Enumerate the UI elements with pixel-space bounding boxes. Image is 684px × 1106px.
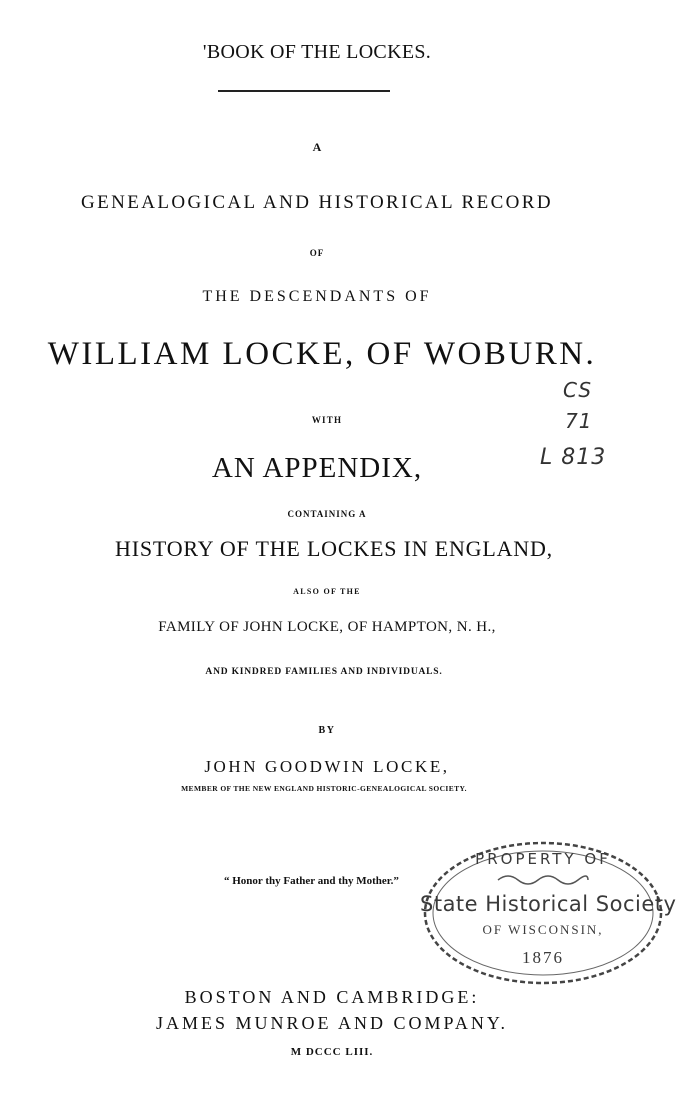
handwritten-note-2: 71 — [565, 409, 593, 433]
publisher-place: BOSTON AND CAMBRIDGE: — [184, 987, 480, 1007]
title-rule — [218, 90, 390, 92]
author-name: JOHN GOODWIN LOCKE, — [204, 757, 450, 776]
handwritten-note-1: CS — [563, 378, 593, 402]
with-connector: WITH — [311, 415, 343, 425]
history-heading: HISTORY OF THE LOCKES IN ENGLAND, — [115, 536, 553, 561]
article-a: A — [312, 140, 322, 154]
appendix-heading: AN APPENDIX, — [211, 452, 423, 484]
stamp-year: 1876 — [522, 948, 564, 967]
stamp-top-text: PROPERTY OF — [475, 850, 611, 868]
subtitle-descendants: THE DESCENDANTS OF — [202, 288, 432, 305]
stamp-society-name: State Historical Society — [420, 892, 677, 916]
handwritten-note-3: L 813 — [540, 445, 607, 470]
by-connector: BY — [318, 725, 336, 736]
containing-connector: CONTAINING A — [287, 509, 367, 519]
family-heading: FAMILY OF JOHN LOCKE, OF HAMPTON, N. H., — [158, 619, 496, 635]
publisher-name: JAMES MUNROE AND COMPANY. — [155, 1013, 509, 1033]
library-stamp — [420, 838, 677, 988]
also-connector: ALSO OF THE — [293, 587, 361, 596]
stamp-state: OF WISCONSIN, — [482, 922, 604, 937]
of-connector: OF — [309, 248, 325, 258]
publication-date: M DCCC LIII. — [290, 1046, 374, 1058]
subtitle-genealogical-record: GENEALOGICAL AND HISTORICAL RECORD — [81, 192, 553, 213]
half-title: 'BOOK OF THE LOCKES. — [202, 41, 432, 63]
epigraph: “ Honor thy Father and thy Mother.” — [224, 875, 399, 887]
main-title: WILLIAM LOCKE, OF WOBURN. — [47, 336, 597, 372]
kindred-line: AND KINDRED FAMILIES AND INDIVIDUALS. — [205, 667, 443, 677]
author-affiliation: MEMBER OF THE NEW ENGLAND HISTORIC-GENEALOGICAL SOCIETY. — [181, 784, 467, 793]
